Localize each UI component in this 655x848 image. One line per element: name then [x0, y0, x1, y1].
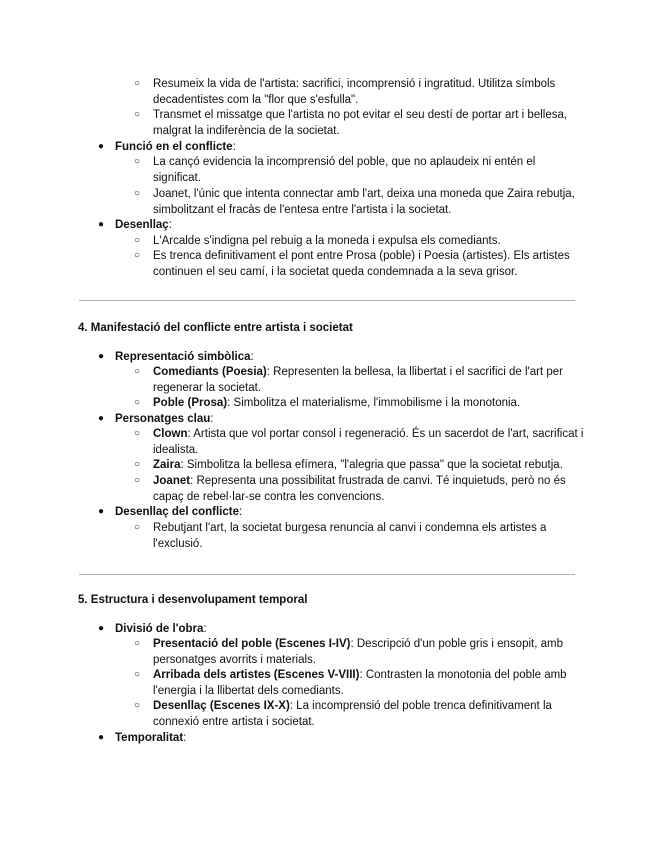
list-item: [134, 520, 584, 552]
hollow-bullet-icon: ○: [134, 156, 141, 167]
list-item: [134, 667, 584, 699]
list-item-text: L'Arcalde s'indigna pel rebuig a la moneda i expulsa els comediants.: [153, 235, 501, 247]
list-item-text: : Simbolitza el materialisme, l'immobilisme i la monotonia.: [227, 397, 521, 409]
list-item-term: Arribada dels artistes (Escenes V-VIII): [153, 669, 360, 681]
list-item-text: Joanet, l'únic que intenta connectar amb l'art, deixa una moneda que Zaira rebutja, simbolitzant el fracàs de l'entesa entre l'artista i la societat.: [153, 188, 575, 216]
list-item-term: Comediants (Poesia): [153, 366, 267, 378]
filled-bullet-icon: ●: [98, 506, 105, 517]
section-5-heading: 5. Estructura i desenvolupament temporal: [78, 594, 308, 606]
list-item-term: Desenllaç (Escenes IX-X): [153, 700, 290, 712]
list-item-label: Personatges clau: [115, 413, 211, 425]
list-item-label: Divisió de l'obra: [115, 623, 204, 635]
list-item: [134, 473, 584, 505]
list-item: [134, 395, 584, 411]
hollow-bullet-icon: ○: [134, 366, 141, 377]
hollow-bullet-icon: ○: [134, 459, 141, 470]
list-item-text: Rebutjant l'art, la societat burgesa renuncia al canvi i condemna els artistes a l'exclusió.: [153, 522, 547, 550]
list-item-term: Poble (Prosa): [153, 397, 228, 409]
list-item-label: Desenllaç del conflicte: [115, 506, 239, 518]
hollow-bullet-icon: ○: [134, 428, 141, 439]
list-item-text: : Descripció d'un poble gris i ensopit, amb personatges avorrits i materials.: [153, 638, 563, 666]
filled-bullet-icon: ●: [98, 732, 105, 743]
hollow-bullet-icon: ○: [134, 235, 141, 246]
hollow-bullet-icon: ○: [134, 638, 141, 649]
list-item-term: Joanet: [153, 475, 191, 487]
list-item-term: Zaira: [153, 459, 181, 471]
list-item-text: Transmet el missatge que l'artista no pot evitar el seu destí de portar art i bellesa, malgrat la indiferència de la societat.: [153, 109, 568, 137]
list-item-label: Funció en el conflicte: [115, 141, 233, 153]
list-item-text: : Artista que vol portar consol i regeneració. És un sacerdot de l'art, sacrificat i idealista.: [153, 428, 584, 456]
list-item-text: Resumeix la vida de l'artista: sacrifici, incomprensió i ingratitud. Utilitza símbols decadentistes com la "flor que s'esfulla".: [153, 78, 556, 106]
list-item: [134, 154, 584, 186]
hollow-bullet-icon: ○: [134, 78, 141, 89]
list-item-text: : La incomprensió del poble trenca definitivament la connexió entre artista i societat.: [153, 700, 552, 728]
hollow-bullet-icon: ○: [134, 109, 141, 120]
list-item: [134, 426, 584, 458]
hollow-bullet-icon: ○: [134, 522, 141, 533]
list-item: [134, 698, 584, 730]
hollow-bullet-icon: ○: [134, 669, 141, 680]
filled-bullet-icon: ●: [98, 623, 105, 634]
list-item: [134, 76, 584, 108]
list-item-label: Representació simbòlica: [115, 351, 251, 363]
filled-bullet-icon: ●: [98, 219, 105, 230]
hollow-bullet-icon: ○: [134, 188, 141, 199]
list-item-text: : Contrasten la monotonia del poble amb l'energia i la llibertat dels comediants.: [153, 669, 567, 697]
hollow-bullet-icon: ○: [134, 397, 141, 408]
hollow-bullet-icon: ○: [134, 700, 141, 711]
list-item: [134, 364, 584, 396]
filled-bullet-icon: ●: [98, 141, 105, 152]
list-item-label: Desenllaç: [115, 219, 169, 231]
list-item-label: Temporalitat: [115, 732, 184, 744]
filled-bullet-icon: ●: [98, 351, 105, 362]
list-item: [134, 457, 584, 473]
hollow-bullet-icon: ○: [134, 250, 141, 261]
list-item: [134, 107, 584, 139]
list-item-term: Presentació del poble (Escenes I-IV): [153, 638, 351, 650]
divider: [79, 300, 575, 301]
hollow-bullet-icon: ○: [134, 475, 141, 486]
list-item: [134, 186, 584, 218]
list-item-text: Es trenca definitivament el pont entre Prosa (poble) i Poesia (artistes). Els artistes continuen el seu camí, i la societat queda condemnada a la seva grisor.: [153, 250, 570, 278]
divider: [79, 574, 575, 575]
list-item-text: : Simbolitza la bellesa efímera, "l'alegria que passa" que la societat rebutja.: [180, 459, 563, 471]
filled-bullet-icon: ●: [98, 413, 105, 424]
list-item-text: : Representa una possibilitat frustrada de canvi. Té inquietuds, però no és capaç de rebel·lar-se contra les convencions.: [153, 475, 566, 503]
list-item: [134, 636, 584, 668]
list-item-text: : Representen la bellesa, la llibertat i el sacrifici de l'art per regenerar la societat.: [153, 366, 563, 394]
document-page: ○ Resumeix la vida de l'artista: sacrifici, incomprensió i ingratitud. Utilitza símbols decadentistes com la "flor que s'esfulla". ○ Transmet el missatge que l'artista no pot evitar el seu destí de portar art i bellesa, malgrat la indiferència de la societat. ● Funció en el conflicte: ○ La cançó evidencia la incomprensió del poble, que no aplaudeix ni entén el significat. ○ Joanet, l'únic que intenta connectar amb l'art, deixa una moneda que Zaira rebutja, simbolitzant el fracàs de l'entesa entre l'artista i la societat. ● Desenllaç: ○ L'Arcalde s'indigna pel rebuig a la moneda i expulsa els comediants. ○ Es trenca definitivament el pont entre Prosa (poble) i Poesia (artistes). Els artistes continuen el seu camí, i la societat queda condemnada a la seva grisor. 4. Manifestació del conflicte entre artista i societat ● Representació simbòlica: ○ Comediants (Poesia): Representen la bellesa, la llibertat i el sacrifici de l'art per regenerar la societat. ○ Poble (Prosa): Simbolitza el materialisme, l'immobilisme i la monotonia. ● Personatges clau: ○ Clown: Artista que vol portar consol i regeneració. És un sacerdot de l'art, sacrificat i idealista. ○ Zaira: Simbolitza la bellesa efímera, "l'alegria que passa" que la societat rebutja. ○ Joanet: Representa una possibilitat frustrada de canvi. Té inquietuds, però no és capaç de rebel·lar-se contra les convencions. ● Desenllaç del conflicte: ○ Rebutjant l'art, la societat burgesa renuncia al canvi i condemna els artistes a l'exclusió. 5. Estructura i desenvolupament temporal ● Divisió de l'obra: ○ Presentació del poble (Escenes I-IV): Descripció d'un poble gris i ensopit, amb personatges avorrits i materials. ○ Arribada dels artistes (Escenes V-VIII): Contrasten la monotonia del poble amb l'energia i la llibertat dels comediants. ○ Desenllaç (Escenes IX-X): La incomprensió del poble trenca definitivament la connexió entre artista i societat. ● Temporalitat:: [78, 78, 584, 744]
list-item: [134, 233, 584, 249]
list-item: [134, 248, 584, 280]
list-item-term: Clown: [153, 428, 188, 440]
section-4-heading: 4. Manifestació del conflicte entre artista i societat: [78, 322, 353, 334]
list-item-text: La cançó evidencia la incomprensió del poble, que no aplaudeix ni entén el significat.: [153, 156, 536, 184]
